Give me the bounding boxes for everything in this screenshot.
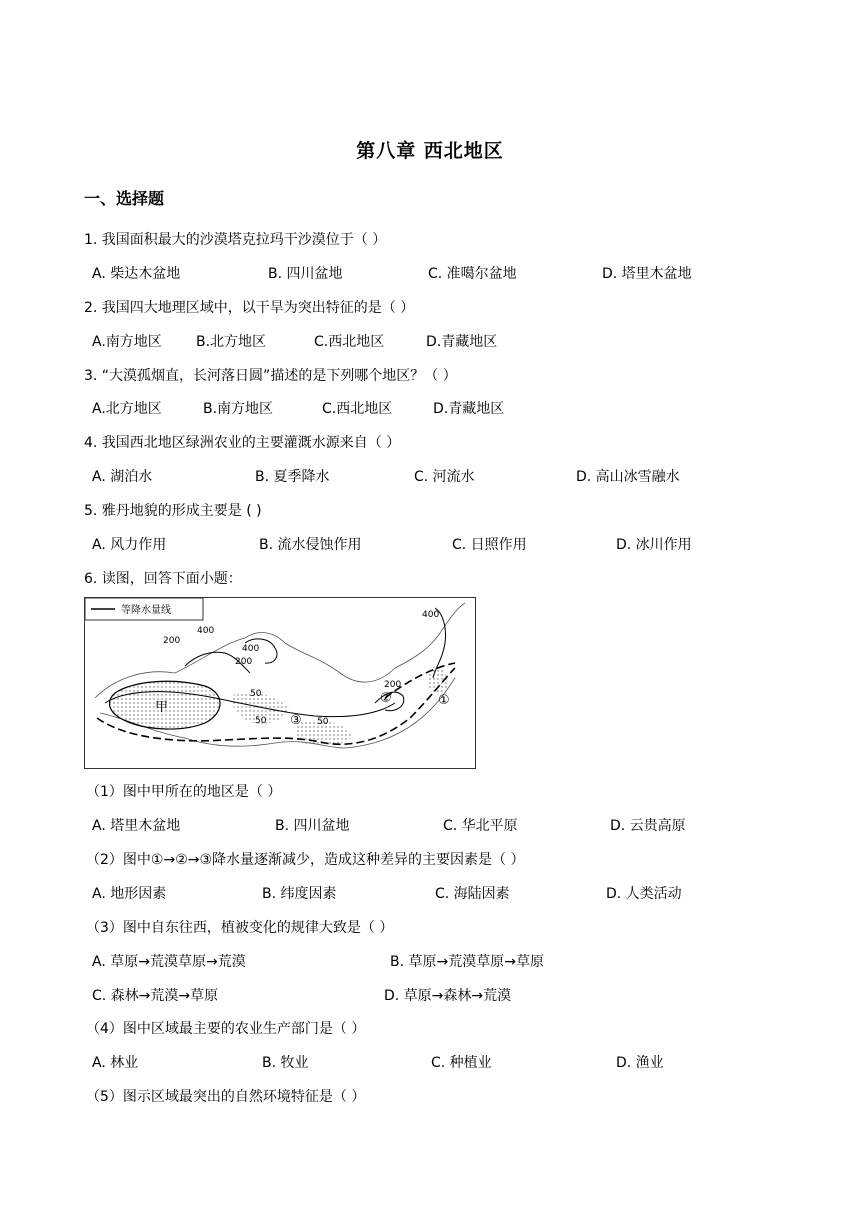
- subquestion-3-option-b: B. 草原→荒漠草原→草原: [390, 954, 544, 970]
- subquestion-5-stem: （5）图示区域最突出的自然环境特征是（ ）: [86, 1089, 366, 1105]
- map-legend: [85, 598, 203, 620]
- subquestion-2-stem: （2）图中①→②→③降水量逐渐减少，造成这种差异的主要因素是（ ）: [86, 852, 525, 868]
- question-1-stem: 1. 我国面积最大的沙漠塔克拉玛干沙漠位于（ ）: [84, 232, 387, 248]
- isohyet-label-50-south: 50: [255, 716, 267, 726]
- section-heading: 一、选择题: [84, 189, 165, 208]
- question-1-option-b: B. 四川盆地: [268, 266, 343, 282]
- subquestion-3-stem: （3）图中自东往西，植被变化的规律大致是（ ）: [86, 920, 394, 936]
- subquestion-1-option-a: A. 塔里木盆地: [92, 818, 181, 834]
- question-2-option-c: C.西北地区: [314, 334, 385, 350]
- marker-1: ①: [438, 693, 450, 708]
- question-2-option-d: D.青藏地区: [426, 334, 498, 350]
- subquestion-1-option-b: B. 四川盆地: [275, 818, 350, 834]
- subquestion-3-option-c: C. 森林→荒漠→草原: [92, 988, 219, 1004]
- subquestion-2-option-b: B. 纬度因素: [262, 886, 337, 902]
- subquestion-4-option-a: A. 林业: [92, 1055, 139, 1071]
- isohyet-label-400-north: 400: [242, 644, 260, 654]
- question-4-option-d: D. 高山冰雪融水: [576, 469, 680, 485]
- subquestion-2-option-a: A. 地形因素: [92, 886, 167, 902]
- question-3-option-d: D.青藏地区: [433, 401, 505, 417]
- subquestion-4-option-c: C. 种植业: [431, 1055, 492, 1071]
- isohyet-label-50-center: 50: [250, 689, 262, 699]
- isohyet-label-200-north: 200: [235, 657, 253, 667]
- question-2-option-b: B.北方地区: [196, 334, 267, 350]
- question-3-option-a: A.北方地区: [92, 401, 162, 417]
- question-5-option-d: D. 冰川作用: [616, 537, 692, 553]
- region-jia-label: 甲: [155, 700, 169, 715]
- question-4-option-b: B. 夏季降水: [255, 469, 330, 485]
- isohyet-label-200-east: 200: [384, 680, 402, 690]
- question-1-option-c: C. 准噶尔盆地: [428, 266, 517, 282]
- page-title: 第八章 西北地区: [356, 140, 504, 162]
- subquestion-4-option-d: D. 渔业: [616, 1055, 664, 1071]
- question-3-option-c: C.西北地区: [322, 401, 393, 417]
- map-legend-label: 等降水量线: [121, 605, 171, 616]
- isohyet-label-400-east: 400: [422, 610, 440, 620]
- question-1-option-a: A. 柴达木盆地: [92, 266, 181, 282]
- subquestion-1-stem: （1）图中甲所在的地区是（ ）: [86, 784, 282, 800]
- question-4-stem: 4. 我国西北地区绿洲农业的主要灌溉水源来自（ ）: [84, 435, 401, 451]
- question-5-stem: 5. 雅丹地貌的形成主要是 ( ): [84, 503, 262, 519]
- subquestion-2-option-c: C. 海陆因素: [435, 886, 510, 902]
- question-6-stem: 6. 读图，回答下面小题：: [84, 571, 242, 587]
- subquestion-1-option-d: D. 云贵高原: [610, 818, 686, 834]
- question-5-option-a: A. 风力作用: [92, 537, 167, 553]
- marker-2: ②: [380, 691, 392, 706]
- subquestion-3-option-d: D. 草原→森林→荒漠: [384, 988, 512, 1004]
- question-5-option-b: B. 流水侵蚀作用: [259, 537, 362, 553]
- subquestion-4-stem: （4）图中区域最主要的农业生产部门是（ ）: [86, 1021, 366, 1037]
- question-1-option-d: D. 塔里木盆地: [602, 266, 692, 282]
- subquestion-1-option-c: C. 华北平原: [443, 818, 518, 834]
- question-3-option-b: B.南方地区: [203, 401, 274, 417]
- isohyet-label-200-west: 200: [163, 636, 181, 646]
- subquestion-2-option-d: D. 人类活动: [606, 886, 682, 902]
- isohyet-label-50-east: 50: [317, 717, 329, 727]
- subquestion-3-option-a: A. 草原→荒漠草原→荒漠: [92, 954, 246, 970]
- marker-3: ③: [290, 713, 302, 728]
- question-3-stem: 3. “大漠孤烟直，长河落日圆”描述的是下列哪个地区？（ ）: [84, 368, 457, 384]
- question-5-option-c: C. 日照作用: [452, 537, 527, 553]
- question-4-option-a: A. 湖泊水: [92, 469, 153, 485]
- question-2-option-a: A.南方地区: [92, 334, 162, 350]
- question-4-option-c: C. 河流水: [414, 469, 475, 485]
- question-2-stem: 2. 我国四大地理区域中，以干旱为突出特征的是（ ）: [84, 300, 415, 316]
- subquestion-4-option-b: B. 牧业: [262, 1055, 309, 1071]
- isohyet-label-400-west: 400: [197, 626, 215, 636]
- precipitation-map: [84, 597, 476, 769]
